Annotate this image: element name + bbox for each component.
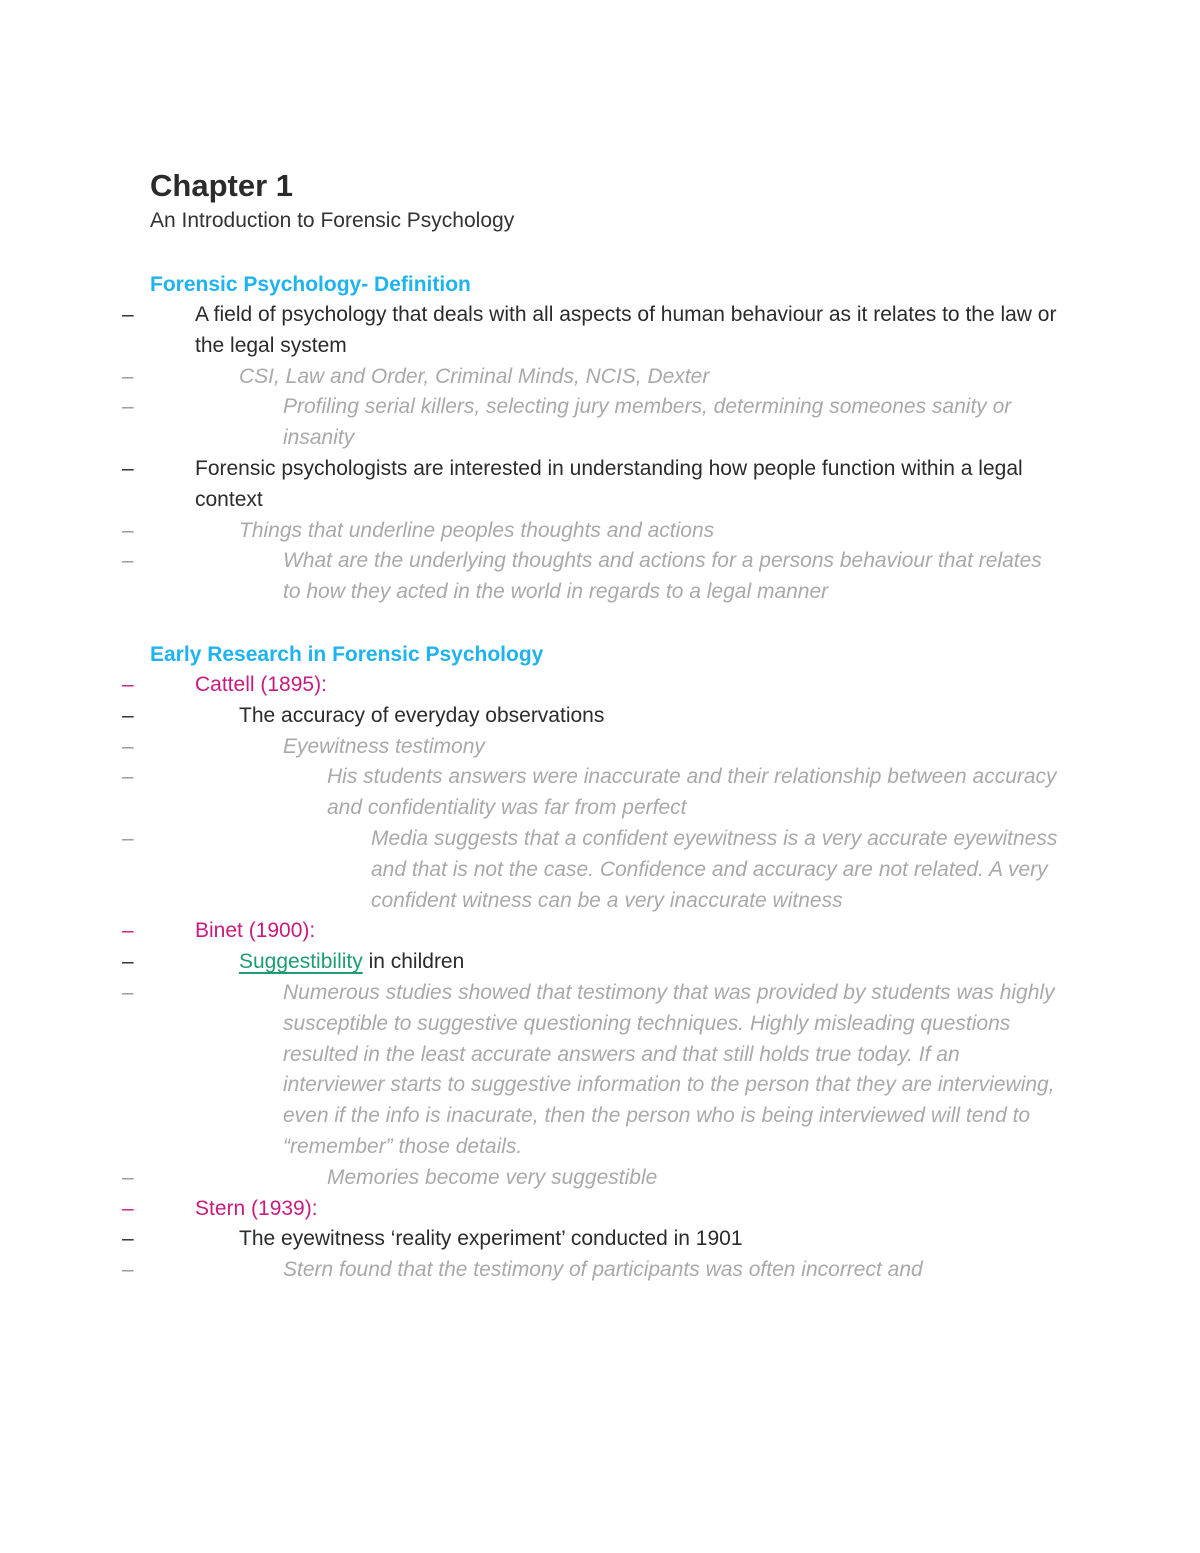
bullet: –	[122, 456, 134, 480]
bullet: –	[122, 672, 134, 696]
list-item: – Things that underline peoples thoughts and actions	[150, 516, 1060, 547]
list-item: – Stern found that the testimony of participants was often incorrect and	[150, 1255, 1060, 1286]
chapter-subtitle: An Introduction to Forensic Psychology	[150, 209, 515, 232]
bullet: –	[122, 1258, 134, 1282]
list-item-researcher: – Binet (1900):	[150, 916, 1060, 947]
list-item-researcher: – Stern (1939):	[150, 1194, 1060, 1225]
bullet: –	[122, 950, 134, 974]
bullet: –	[122, 980, 134, 1004]
early-research-list	[122, 670, 1060, 1286]
bullet: –	[122, 703, 134, 727]
list-item: – Eyewitness testimony	[150, 732, 1060, 763]
list-item: – CSI, Law and Order, Criminal Minds, NCIS, Dexter	[150, 362, 1060, 393]
bullet: –	[122, 1227, 134, 1251]
bullet: –	[122, 364, 134, 388]
bullet: –	[122, 518, 134, 542]
list-item: – Suggestibility in children	[150, 947, 1060, 978]
list-item: – Numerous studies showed that testimony that was provided by students was highly susceptible to suggestive questioning techniques. Highly misleading questions resulted in the least accurate answers and that still holds true today. If an interviewer starts to suggestive information to the person that they are interviewing, even if the info is inacurate, then the person who is being interviewed will tend to “remember” those details.	[150, 978, 1060, 1163]
bullet: –	[122, 765, 134, 789]
list-item: – Media suggests that a confident eyewitness is a very accurate eyewitness and that is not the case. Confidence and accuracy are not related. A very confident witness can be a very inaccurate witness	[150, 824, 1060, 916]
list-item: – Forensic psychologists are interested in understanding how people function within a legal context	[150, 454, 1060, 516]
document-page	[122, 166, 1060, 1286]
section-heading-early-research: Early Research in Forensic Psychology	[150, 642, 544, 666]
bullet: –	[122, 549, 134, 573]
bullet: –	[122, 303, 134, 326]
bullet: –	[122, 1165, 134, 1189]
suggestibility-link[interactable]: Suggestibility	[239, 950, 363, 974]
bullet: –	[122, 395, 134, 419]
list-item: – The eyewitness ‘reality experiment’ conducted in 1901	[150, 1224, 1060, 1255]
list-item: – Memories become very suggestible	[150, 1163, 1060, 1194]
list-item: – The accuracy of everyday observations	[150, 701, 1060, 732]
section-heading-definition: Forensic Psychology- Definition	[150, 273, 471, 296]
bullet: –	[122, 919, 134, 943]
list-item: – What are the underlying thoughts and actions for a persons behaviour that relates to how they acted in the world in regards to a legal manner	[150, 546, 1060, 608]
list-item-researcher: – Cattell (1895):	[150, 670, 1060, 701]
definition-list	[122, 300, 1060, 608]
list-item: – His students answers were inaccurate and their relationship between accuracy and confidentiality was far from perfect	[150, 762, 1060, 824]
list-item: – Profiling serial killers, selecting jury members, determining someones sanity or insanity	[150, 392, 1060, 454]
bullet: –	[122, 826, 134, 850]
list-item: – A field of psychology that deals with all aspects of human behaviour as it relates to the law or the legal system	[150, 300, 1060, 362]
bullet: –	[122, 1196, 134, 1220]
chapter-title: Chapter 1	[150, 168, 293, 203]
bullet: –	[122, 734, 134, 758]
